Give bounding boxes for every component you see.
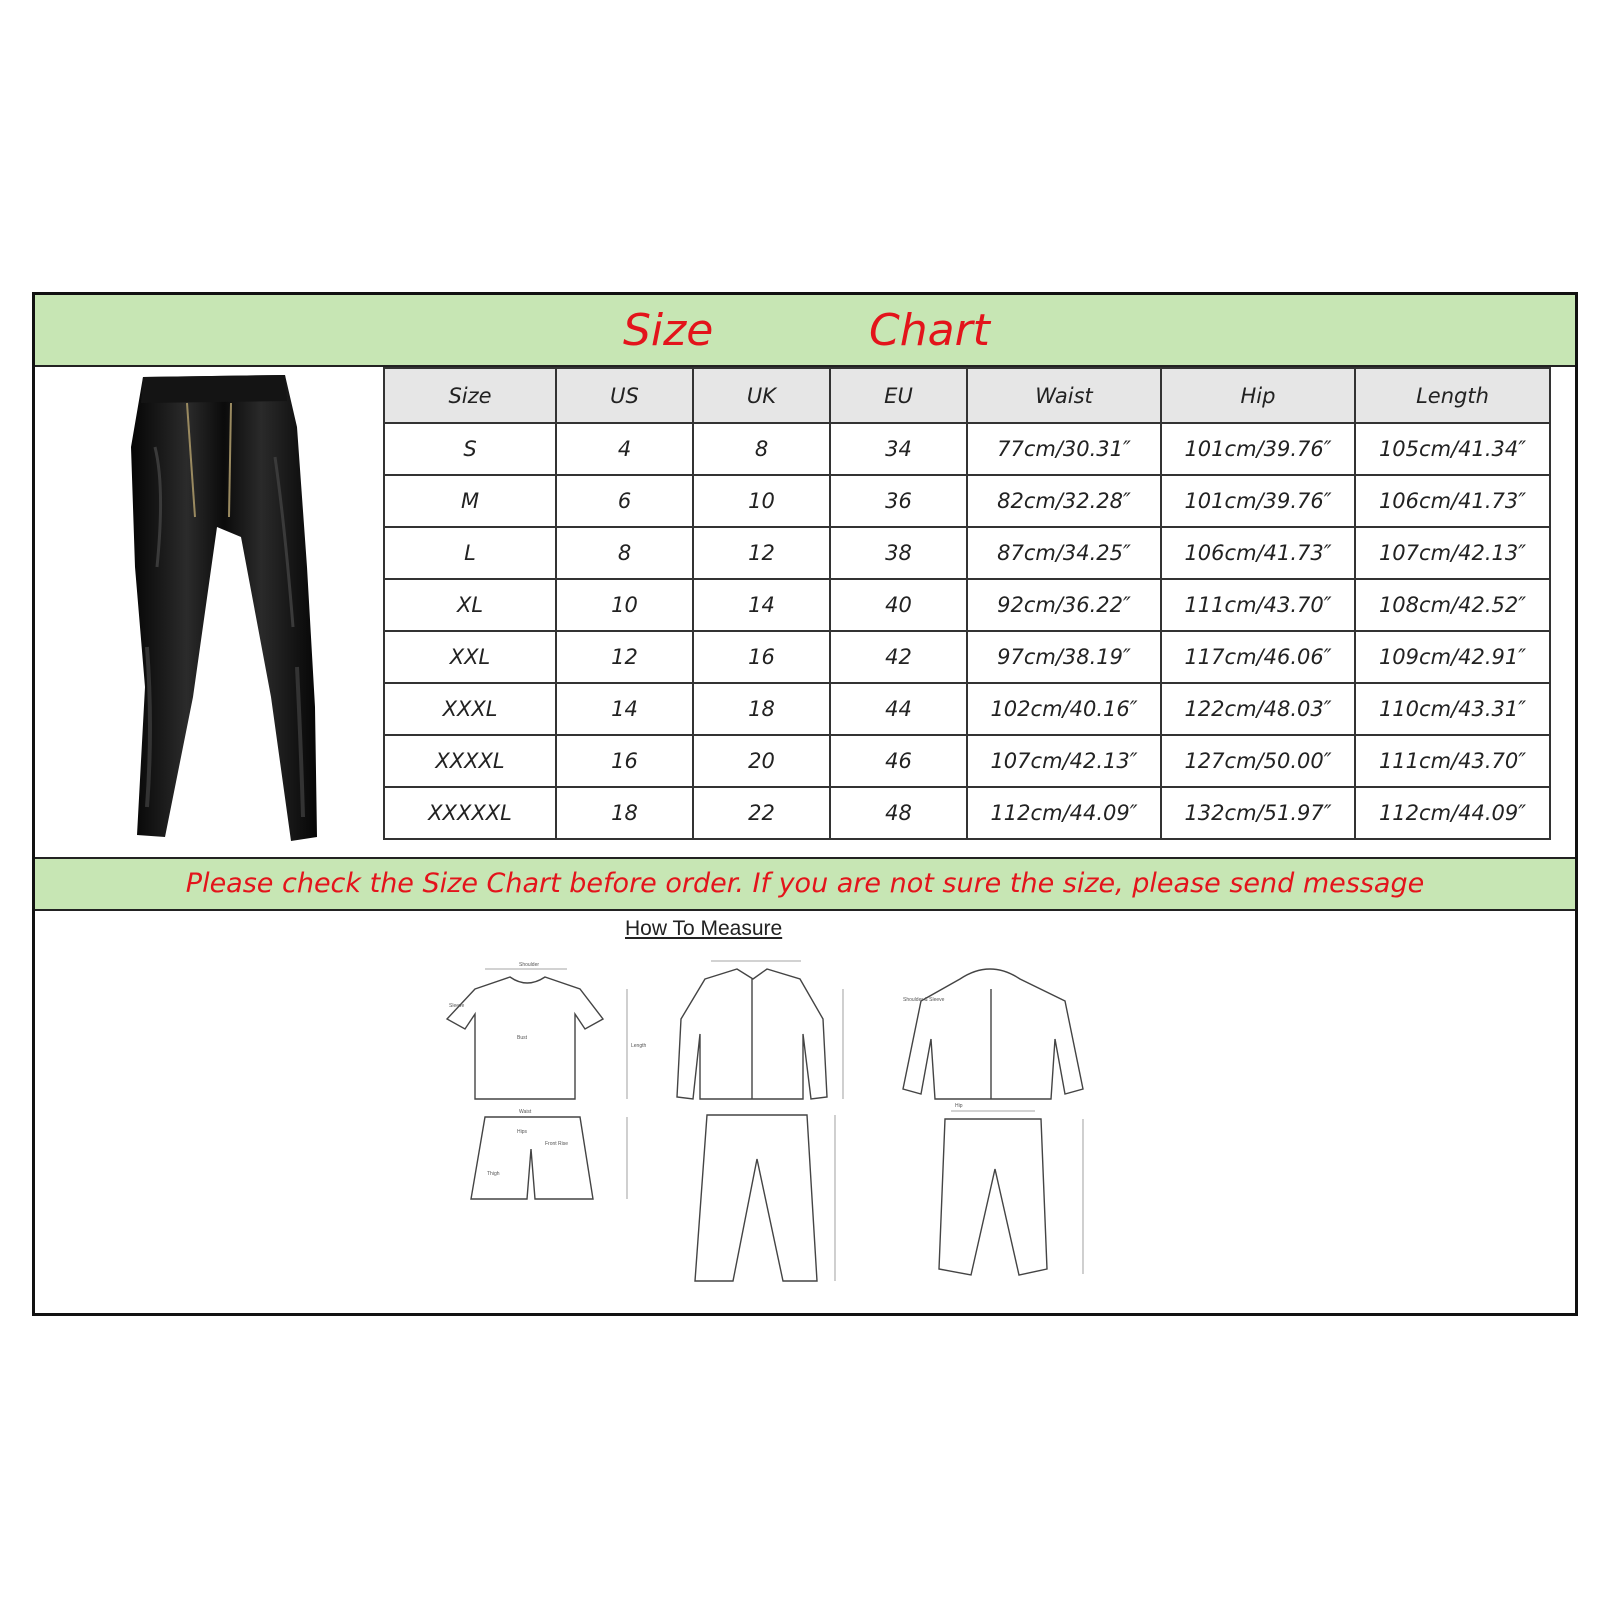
column-header: Hip	[1161, 368, 1355, 423]
table-cell: 105cm/41.34″	[1355, 423, 1550, 475]
label-hips: Hips	[517, 1129, 528, 1135]
table-row	[384, 475, 1550, 527]
trousers-diagram	[695, 1115, 817, 1281]
column-header: Size	[384, 368, 556, 423]
table-cell: 111cm/43.70″	[1355, 735, 1550, 787]
size-note-text: Please check the Size Chart before order. If you are not sure the size, please send message	[185, 868, 1425, 899]
label-sleeve: Sleeve	[449, 1003, 465, 1009]
table-row	[384, 735, 1550, 787]
table-row	[384, 787, 1550, 839]
title-bar	[35, 295, 1575, 367]
title-word-chart: Chart	[869, 305, 990, 356]
column-header: Waist	[967, 368, 1161, 423]
table-cell: 16	[693, 631, 830, 683]
table-cell: 77cm/30.31″	[967, 423, 1161, 475]
table-cell: M	[384, 475, 556, 527]
table-row	[384, 631, 1550, 683]
table-cell: 112cm/44.09″	[1355, 787, 1550, 839]
table-cell: XXXXXL	[384, 787, 556, 839]
table-cell: 14	[556, 683, 693, 735]
label-shoulder-sleeve: Shoulder & Sleeve	[903, 997, 945, 1003]
leather-pants-image	[35, 367, 383, 857]
table-cell: 117cm/46.06″	[1161, 631, 1355, 683]
label-bust: Bust	[517, 1035, 528, 1041]
column-header: UK	[693, 368, 830, 423]
note-bar	[35, 857, 1575, 911]
size-table	[383, 367, 1551, 840]
table-cell: 16	[556, 735, 693, 787]
table-cell: 107cm/42.13″	[967, 735, 1161, 787]
table-cell: 122cm/48.03″	[1161, 683, 1355, 735]
table-cell: 18	[693, 683, 830, 735]
table-cell: 106cm/41.73″	[1161, 527, 1355, 579]
table-row	[384, 579, 1550, 631]
table-cell: 110cm/43.31″	[1355, 683, 1550, 735]
table-header-row	[384, 368, 1550, 423]
table-cell: 106cm/41.73″	[1355, 475, 1550, 527]
table-cell: L	[384, 527, 556, 579]
table-cell: 18	[556, 787, 693, 839]
table-cell: 46	[830, 735, 967, 787]
title-word-size: Size	[623, 305, 714, 356]
table-cell: 87cm/34.25″	[967, 527, 1161, 579]
how-to-measure-diagrams	[415, 949, 1115, 1309]
table-cell: 48	[830, 787, 967, 839]
label-length: Length	[631, 1043, 647, 1049]
table-cell: 92cm/36.22″	[967, 579, 1161, 631]
table-cell: 107cm/42.13″	[1355, 527, 1550, 579]
table-cell: 108cm/42.52″	[1355, 579, 1550, 631]
table-cell: 42	[830, 631, 967, 683]
table-cell: 111cm/43.70″	[1161, 579, 1355, 631]
table-cell: S	[384, 423, 556, 475]
table-cell: 112cm/44.09″	[967, 787, 1161, 839]
table-cell: 101cm/39.76″	[1161, 475, 1355, 527]
table-cell: 40	[830, 579, 967, 631]
table-cell: XXL	[384, 631, 556, 683]
table-cell: 8	[556, 527, 693, 579]
table-cell: 12	[693, 527, 830, 579]
label-hip: Hip	[955, 1103, 963, 1109]
table-cell: 6	[556, 475, 693, 527]
table-cell: 102cm/40.16″	[967, 683, 1161, 735]
size-chart-frame	[32, 292, 1578, 1316]
table-cell: 82cm/32.28″	[967, 475, 1161, 527]
table-cell: 127cm/50.00″	[1161, 735, 1355, 787]
shorts-diagram	[471, 1117, 593, 1199]
joggers-diagram	[939, 1119, 1047, 1275]
table-cell: XXXXL	[384, 735, 556, 787]
table-cell: 109cm/42.91″	[1355, 631, 1550, 683]
table-row	[384, 423, 1550, 475]
product-photo	[35, 367, 383, 857]
label-thigh: Thigh	[487, 1171, 500, 1177]
label-shoulder: Shoulder	[519, 962, 540, 968]
table-cell: 101cm/39.76″	[1161, 423, 1355, 475]
table-cell: 10	[556, 579, 693, 631]
label-front-rise: Front Rise	[545, 1141, 569, 1147]
table-cell: 10	[693, 475, 830, 527]
column-header: Length	[1355, 368, 1550, 423]
table-cell: 8	[693, 423, 830, 475]
table-cell: 132cm/51.97″	[1161, 787, 1355, 839]
table-cell: 12	[556, 631, 693, 683]
table-cell: 38	[830, 527, 967, 579]
column-header: EU	[830, 368, 967, 423]
table-cell: 34	[830, 423, 967, 475]
hoodie-diagram	[903, 969, 1083, 1099]
label-waist: Waist	[519, 1109, 532, 1115]
table-row	[384, 527, 1550, 579]
how-to-measure-title: How To Measure	[625, 917, 783, 940]
table-cell: 14	[693, 579, 830, 631]
table-cell: 4	[556, 423, 693, 475]
table-cell: XXXL	[384, 683, 556, 735]
table-cell: 97cm/38.19″	[967, 631, 1161, 683]
table-row	[384, 683, 1550, 735]
table-cell: 20	[693, 735, 830, 787]
column-header: US	[556, 368, 693, 423]
table-cell: XL	[384, 579, 556, 631]
table-cell: 36	[830, 475, 967, 527]
table-cell: 22	[693, 787, 830, 839]
table-cell: 44	[830, 683, 967, 735]
